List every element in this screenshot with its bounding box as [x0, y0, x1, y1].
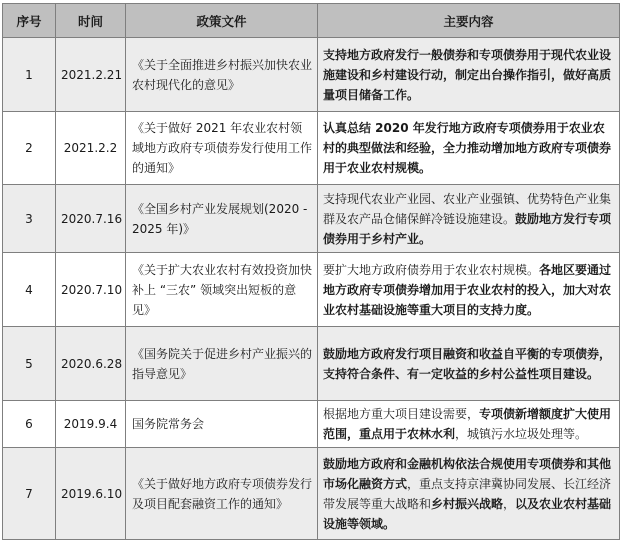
table-row — [3, 448, 620, 540]
row-policy: 国务院常务会 — [126, 401, 318, 448]
content-segment: 鼓励地方政府发行项目融资和收益自平衡的专项债券，支持符合条件、有一定收益的乡村公益性项目建设。 — [323, 346, 612, 381]
row-number: 7 — [3, 448, 56, 540]
table-row — [3, 112, 620, 185]
row-policy: 《关于全面推进乡村振兴加快农业农村现代化的意见》 — [126, 38, 318, 112]
row-policy: 《关于做好 2021 年农业农村领域地方政府专项债券发行使用工作的通知》 — [126, 112, 318, 185]
header-row — [3, 4, 620, 38]
content-segment: 支持现代农业产业园、农业产业强镇、优势特色产业集群及农产品仓储保鲜冷链设施建设。 — [323, 191, 612, 226]
content-segment: 鼓励地方发行专项债券用于乡村产业。 — [323, 211, 612, 246]
content-segment: 支持地方政府发行一般债券和专项债券用于现代农业设施建设和乡村建设行动，制定出台操作指引，做好高质量项目储备工作。 — [323, 47, 612, 102]
content-segment: 乡村振兴战略 — [431, 496, 504, 511]
row-number: 4 — [3, 253, 56, 327]
row-content — [318, 327, 620, 401]
row-content — [318, 38, 620, 112]
row-content — [318, 448, 620, 540]
row-date: 2020.7.10 — [56, 253, 126, 327]
table-row — [3, 185, 620, 253]
content-segment: 鼓励地方政府和金融机构依法合规使用专项债券和其他市场化融资方式 — [323, 456, 612, 491]
content-segment: 根据地方重大项目建设需要， — [323, 407, 480, 421]
row-policy: 《关于做好地方政府专项债券发行及项目配套融资工作的通知》 — [126, 448, 318, 540]
row-date: 2019.6.10 — [56, 448, 126, 540]
row-date: 2020.6.28 — [56, 327, 126, 401]
policy-table — [2, 3, 620, 540]
table-row — [3, 38, 620, 112]
row-number: 1 — [3, 38, 56, 112]
row-date: 2020.7.16 — [56, 185, 126, 253]
header-content: 主要内容 — [318, 4, 620, 38]
row-date: 2021.2.21 — [56, 38, 126, 112]
header-policy: 政策文件 — [126, 4, 318, 38]
row-number: 2 — [3, 112, 56, 185]
row-date: 2019.9.4 — [56, 401, 126, 448]
row-number: 5 — [3, 327, 56, 401]
content-segment: ，城镇污水垃圾处理等。 — [455, 427, 588, 441]
row-policy: 《关于扩大农业农村有效投资加快补上 “三农” 领域突出短板的意见》 — [126, 253, 318, 327]
row-number: 3 — [3, 185, 56, 253]
content-segment: 认真总结 2020 年发行地方政府专项债券用于农业农村的典型做法和经验，全力推动增加地方政府专项债券用于农业农村规模。 — [323, 121, 612, 175]
row-policy: 《国务院关于促进乡村产业振兴的指导意见》 — [126, 327, 318, 401]
content-segment: 专项债新增额度扩大使用范围，重点用于农林水利 — [323, 407, 612, 441]
header-date: 时间 — [56, 4, 126, 38]
content-segment: 要扩大地方政府债券用于农业农村规模。 — [323, 262, 540, 277]
content-segment: ，重点支持京津冀协同发展、长江经济带发展等重大战略和 — [323, 476, 612, 511]
table-row — [3, 253, 620, 327]
row-content — [318, 112, 620, 185]
content-segment: ， — [503, 496, 516, 511]
row-content — [318, 185, 620, 253]
row-number: 6 — [3, 401, 56, 448]
content-segment: 以及农业农村基础设施等领域。 — [323, 496, 612, 531]
row-content — [318, 253, 620, 327]
content-segment: 各地区要通过地方政府专项债券增加用于农业农村的投入，加大对农业农村基础设施等重大项目的支持力度。 — [323, 262, 612, 317]
row-date: 2021.2.2 — [56, 112, 126, 185]
table-row — [3, 327, 620, 401]
row-policy: 《全国乡村产业发展规划(2020 - 2025 年)》 — [126, 185, 318, 253]
table-row — [3, 401, 620, 448]
header-no: 序号 — [3, 4, 56, 38]
row-content — [318, 401, 620, 448]
